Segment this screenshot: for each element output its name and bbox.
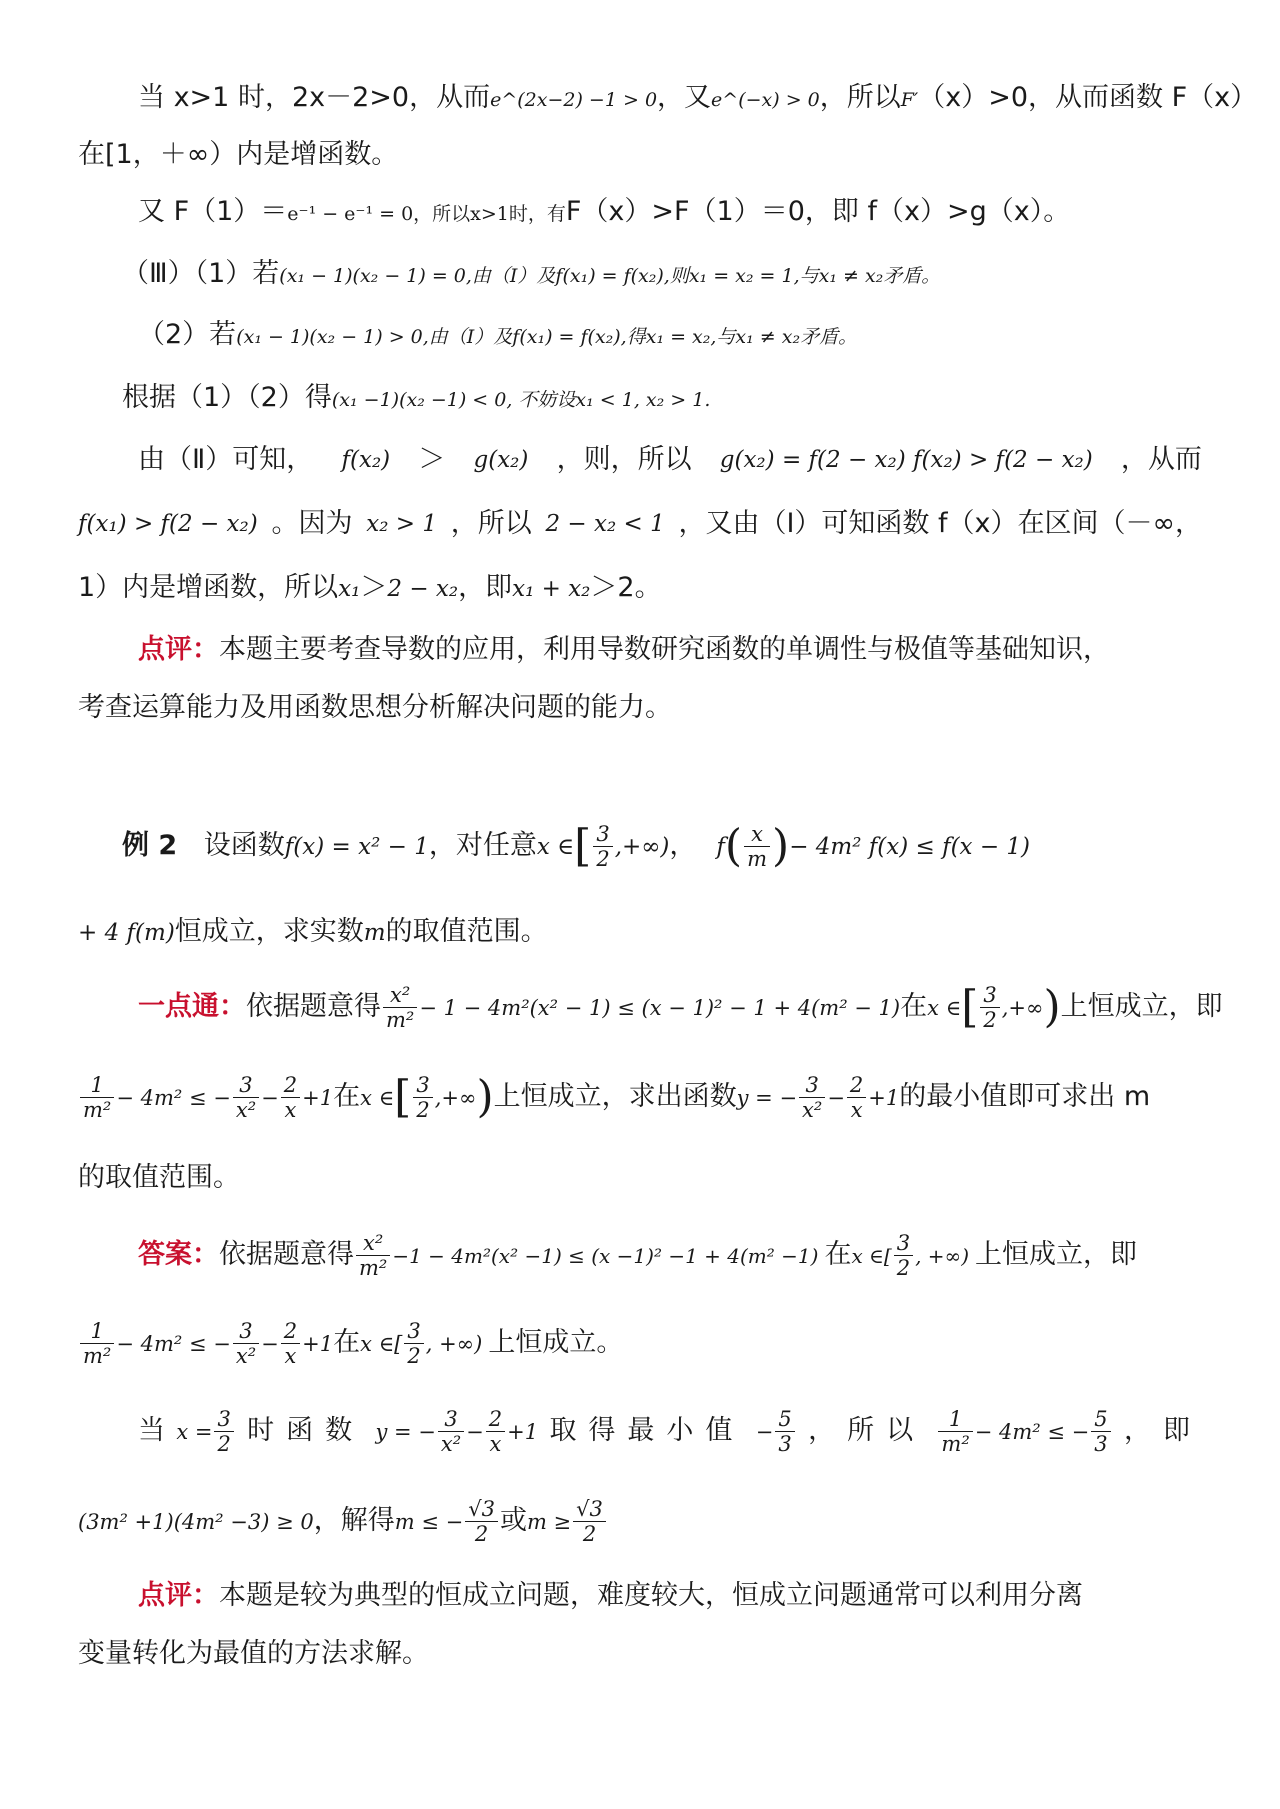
- denominator: x: [489, 1431, 502, 1456]
- example-label: 例 2: [122, 830, 178, 861]
- fraction: [281, 1073, 300, 1122]
- formula: 2 − x₂ < 1: [545, 511, 665, 537]
- denominator: 3: [778, 1431, 792, 1456]
- numerator: 2: [847, 1073, 866, 1098]
- formula: y = −: [375, 1419, 436, 1444]
- text: 。因为: [271, 508, 353, 539]
- fraction: [799, 1073, 825, 1122]
- formula: x ∈: [927, 996, 962, 1020]
- formula: − 4m² ≤ −: [974, 1419, 1090, 1444]
- numerator: 5: [775, 1407, 794, 1432]
- numerator: 1: [938, 1407, 972, 1432]
- text: 依据题意得: [219, 1239, 354, 1270]
- denominator: x²: [802, 1098, 823, 1122]
- formula: (x₁ − 1)(x₂ − 1) = 0,由（I）及f(x₁) = f(x₂),则x₁ = x₂ = 1,与x₁ ≠ x₂矛盾。: [279, 265, 941, 287]
- formula: , +∞): [425, 1332, 483, 1356]
- text: ，即: [458, 572, 513, 603]
- formula: x₁: [338, 576, 361, 602]
- text: 上恒成立，求出函数: [493, 1081, 737, 1112]
- text: 1）内是增函数，所以: [78, 572, 339, 603]
- text: （2）若: [138, 319, 237, 350]
- formula: f(x₂): [341, 447, 391, 473]
- formula: e⁻¹ − e⁻¹ = 0，所以x>1时，有: [287, 203, 566, 225]
- example-2-line-2: [78, 910, 1202, 955]
- denominator: 2: [983, 1008, 997, 1032]
- formula: x₂ > 1: [366, 511, 437, 537]
- numerator: 3: [404, 1319, 423, 1344]
- fraction: [847, 1073, 866, 1122]
- denominator: m²: [359, 1256, 388, 1280]
- fraction: [593, 822, 612, 871]
- fraction: [486, 1407, 505, 1456]
- fraction: [1091, 1407, 1110, 1456]
- fraction: [980, 983, 999, 1032]
- denominator: m²: [386, 1008, 415, 1032]
- numerator: 3: [593, 822, 612, 847]
- bracket: [: [394, 1071, 412, 1123]
- formula: −: [755, 1419, 774, 1444]
- hint-label: 一点通：: [138, 991, 246, 1022]
- fraction: [383, 983, 417, 1032]
- text: 上恒成立，即: [1060, 991, 1223, 1022]
- bracket: [: [961, 981, 979, 1033]
- numerator: 5: [1091, 1407, 1110, 1432]
- text-line-4: [122, 252, 1202, 298]
- bracket: ): [476, 1071, 494, 1123]
- formula: x ∈: [360, 1086, 395, 1110]
- numerator: 3: [214, 1407, 233, 1432]
- text: 的取值范围。: [385, 916, 548, 947]
- text-line-3: [138, 190, 1202, 236]
- text-line-7: [138, 438, 1202, 482]
- text: 在: [824, 1239, 852, 1270]
- formula: f: [716, 834, 725, 860]
- formula: f(x) = x² − 1: [284, 834, 429, 860]
- numerator: 3: [438, 1407, 464, 1432]
- text: （x）>0，从而函数 F（x）: [918, 82, 1258, 113]
- numerator: 3: [413, 1073, 432, 1098]
- text-line-5: [138, 313, 1202, 359]
- denominator: 2: [217, 1431, 231, 1456]
- text-line-1: [138, 76, 1258, 122]
- review-1-line-2: 考查运算能力及用函数思想分析解决问题的能力。: [78, 692, 672, 723]
- numerator: 3: [233, 1073, 259, 1098]
- text: 上恒成立。: [488, 1327, 624, 1358]
- numerator: 3: [233, 1319, 259, 1344]
- text: 上恒成立，即: [975, 1239, 1137, 1270]
- fraction: [281, 1319, 300, 1368]
- text: 又 F（1）＝: [138, 196, 288, 227]
- text: 本题是较为典型的恒成立问题，难度较大，恒成立问题通常可以利用分离: [219, 1580, 1083, 1611]
- fraction: [80, 1073, 114, 1122]
- text: ，又: [657, 82, 712, 113]
- numerator: x: [744, 822, 770, 847]
- denominator: 2: [582, 1522, 597, 1546]
- text: 本题主要考查导数的应用，利用导数研究函数的单调性与极值等基础知识，: [219, 634, 1110, 665]
- numerator: 3: [980, 983, 999, 1008]
- review-label: 点评：: [138, 1580, 219, 1611]
- denominator: 3: [1094, 1431, 1108, 1456]
- numerator: x²: [356, 1231, 390, 1256]
- fraction: [233, 1073, 259, 1122]
- formula: +1: [868, 1086, 900, 1110]
- formula: x ∈[: [360, 1332, 403, 1356]
- denominator: 2: [416, 1098, 430, 1122]
- text: 当 x>1 时，2x－2>0，从而: [138, 82, 491, 113]
- text: ，又由（Ⅰ）可知函数 f（x）在区间（－∞，: [678, 508, 1202, 539]
- text: 根据（1）（2）得: [122, 382, 332, 413]
- text-line-9: [78, 566, 1202, 611]
- text: （Ⅲ）（1）若: [122, 258, 280, 289]
- fraction: [404, 1319, 423, 1368]
- formula: − 1 − 4m²(x² − 1) ≤ (x − 1)² − 1 + 4(m² − 1): [419, 996, 901, 1020]
- numerator: 1: [80, 1073, 114, 1098]
- denominator: 2: [896, 1256, 911, 1280]
- denominator: 2: [407, 1344, 421, 1368]
- numerator: √3: [465, 1497, 498, 1522]
- denominator: x²: [235, 1098, 257, 1122]
- text: ，则，所以: [556, 444, 692, 475]
- numerator: 2: [486, 1407, 505, 1432]
- text: 恒成立，求实数: [174, 916, 364, 947]
- denominator: m²: [83, 1344, 112, 1368]
- denominator: 2: [596, 847, 610, 871]
- text: ，解得: [313, 1505, 395, 1536]
- formula: −: [261, 1086, 279, 1110]
- text: 设函数: [203, 830, 285, 861]
- formula: x =: [176, 1419, 213, 1444]
- fraction: [356, 1231, 390, 1280]
- text: 的最小值即可求出 m: [899, 1081, 1151, 1112]
- denominator: m²: [941, 1431, 970, 1456]
- formula: + 4 f(m): [78, 920, 175, 946]
- formula: − 4m² ≤ −: [116, 1086, 231, 1110]
- formula: m ≤ −: [394, 1510, 464, 1534]
- bracket: ): [1043, 981, 1061, 1033]
- formula: m: [363, 920, 386, 946]
- formula: g(x₂): [473, 447, 529, 473]
- numerator: √3: [573, 1497, 606, 1522]
- formula: −: [261, 1332, 279, 1356]
- numerator: 2: [281, 1319, 300, 1344]
- denominator: x: [284, 1344, 297, 1368]
- text: ，对任意: [428, 830, 537, 861]
- formula: ,+∞): [614, 834, 670, 860]
- text: F（x）>F（1）＝0，即 f（x）>g（x）。: [565, 196, 1071, 227]
- review-label: 点评：: [138, 634, 219, 665]
- formula: +1: [302, 1332, 334, 1356]
- numerator: 1: [80, 1319, 114, 1344]
- hint-line-1: [138, 976, 1223, 1038]
- text: ，所以: [808, 1415, 926, 1446]
- numerator: 2: [281, 1073, 300, 1098]
- fraction: [573, 1497, 606, 1546]
- hint-line-2: [78, 1066, 1202, 1128]
- text: 在: [900, 991, 928, 1022]
- fraction: [894, 1231, 913, 1280]
- formula: 2 − x₂: [387, 576, 459, 602]
- formula: e^(2x−2) −1 > 0: [490, 89, 658, 111]
- denominator: m: [747, 847, 768, 871]
- formula: x ∈: [536, 834, 575, 860]
- text: 当: [138, 1415, 165, 1446]
- formula: +1: [507, 1419, 539, 1444]
- formula: +1: [302, 1086, 334, 1110]
- answer-label: 答案：: [138, 1239, 219, 1270]
- fraction: [233, 1319, 259, 1368]
- bracket: (: [724, 820, 743, 872]
- answer-line-4: [78, 1490, 1202, 1552]
- formula: −1 − 4m²(x² −1) ≤ (x −1)² −1 + 4(m² −1): [392, 1244, 819, 1268]
- review-2-line-1: [138, 1574, 1202, 1618]
- text: 由（Ⅱ）可知，: [138, 444, 314, 475]
- text-line-6: [122, 376, 1202, 422]
- formula: m ≥: [526, 1510, 572, 1534]
- fraction: [465, 1497, 498, 1546]
- review-1-line-1: [138, 628, 1202, 672]
- denominator: x²: [235, 1344, 257, 1368]
- text: ＞2。: [590, 572, 662, 603]
- formula: , +∞): [915, 1244, 969, 1268]
- denominator: x: [850, 1098, 863, 1122]
- denominator: m²: [83, 1098, 112, 1122]
- example-2-line-1: [122, 815, 1202, 877]
- text: 时函数: [247, 1415, 365, 1446]
- review-2-line-2: 变量转化为最值的方法求解。: [78, 1638, 429, 1669]
- text: 在: [333, 1081, 361, 1112]
- numerator: 3: [799, 1073, 825, 1098]
- formula: − 4m² f(x) ≤ f(x − 1): [789, 834, 1031, 860]
- answer-line-2: [78, 1312, 1202, 1374]
- answer-line-3: [138, 1400, 1202, 1462]
- formula: e^(−x) > 0: [711, 89, 820, 111]
- fraction: [744, 822, 770, 871]
- answer-line-1: [138, 1224, 1202, 1286]
- formula: ,+∞: [1001, 996, 1044, 1020]
- formula: F′: [900, 89, 919, 111]
- text: ，所以: [450, 508, 532, 539]
- fraction: [214, 1407, 233, 1456]
- text-line-8: [78, 502, 1202, 546]
- formula: x₁ + x₂: [512, 576, 591, 602]
- fraction: [775, 1407, 794, 1456]
- text: ，从而: [1120, 444, 1202, 475]
- text: 取得最小值: [549, 1415, 745, 1446]
- formula: (x₁ −1)(x₂ −1) < 0, 不妨设x₁ < 1, x₂ > 1.: [331, 389, 711, 411]
- text: 依据题意得: [246, 991, 381, 1022]
- text: ，所以: [819, 82, 901, 113]
- formula: x ∈[: [851, 1244, 892, 1268]
- text: 在: [333, 1327, 361, 1358]
- formula: y = −: [736, 1086, 798, 1110]
- fraction: [413, 1073, 432, 1122]
- fraction: [938, 1407, 972, 1456]
- text: ，: [669, 830, 697, 861]
- numerator: 3: [894, 1231, 913, 1256]
- text: ＞: [418, 444, 446, 475]
- formula: (3m² +1)(4m² −3) ≥ 0: [78, 1510, 314, 1534]
- denominator: x²: [440, 1431, 462, 1456]
- fraction: [80, 1319, 114, 1368]
- hint-line-3: 的取值范围。: [78, 1162, 240, 1193]
- formula: −: [827, 1086, 845, 1110]
- formula: g(x₂) = f(2 − x₂) f(x₂) > f(2 − x₂): [719, 447, 1093, 473]
- formula: (x₁ − 1)(x₂ − 1) > 0,由（I）及f(x₁) = f(x₂),得x₁ = x₂,与x₁ ≠ x₂矛盾。: [236, 326, 858, 348]
- formula: − 4m² ≤ −: [116, 1332, 231, 1356]
- bracket: [: [574, 820, 592, 872]
- text: 或: [499, 1505, 527, 1536]
- formula: ,+∞: [434, 1086, 477, 1110]
- numerator: x²: [383, 983, 417, 1008]
- denominator: 2: [474, 1522, 489, 1546]
- fraction: [438, 1407, 464, 1456]
- text: ，即: [1123, 1415, 1202, 1446]
- formula: f(x₁) > f(2 − x₂): [78, 511, 258, 537]
- denominator: x: [284, 1098, 297, 1122]
- text-line-2: 在[1，＋∞）内是增函数。: [78, 139, 399, 170]
- text: ＞: [360, 572, 388, 603]
- formula: −: [466, 1419, 484, 1444]
- bracket: ): [772, 820, 790, 872]
